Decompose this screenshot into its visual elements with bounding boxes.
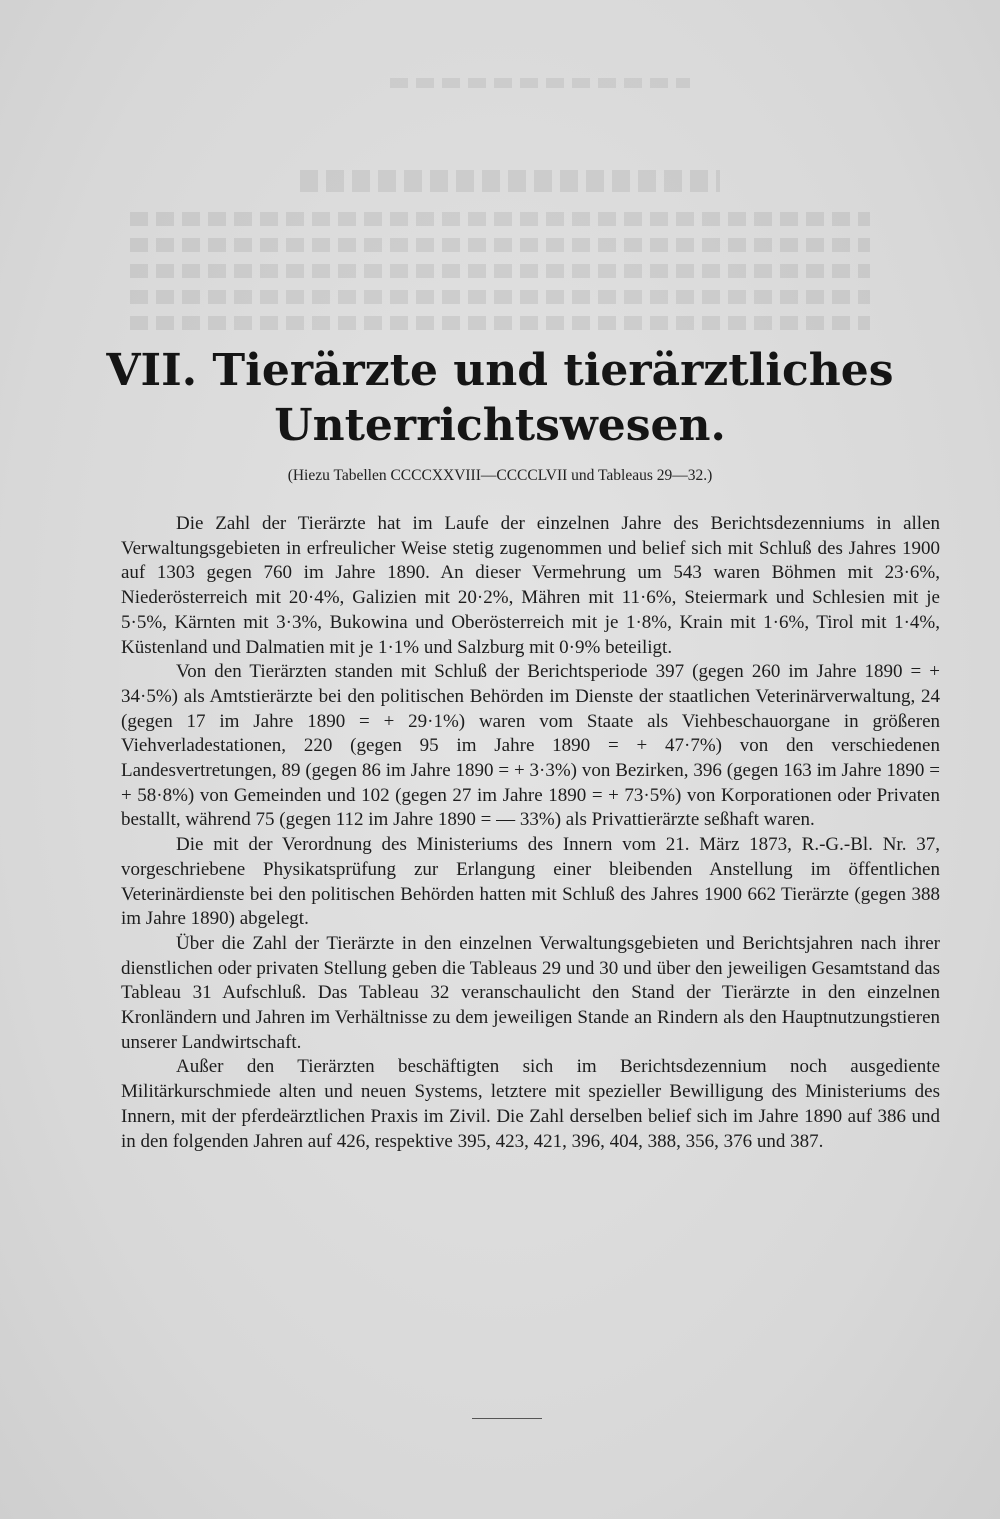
body-text — [121, 512, 940, 1154]
table-reference-note: (Hiezu Tabellen CCCCXXVIII—CCCCLVII und Tableaus 29—32.) — [287, 467, 713, 484]
section-end-rule — [472, 1418, 542, 1419]
paragraph: Von den Tierärzten standen mit Schluß der Berichtsperiode 397 (gegen 260 im Jahre 1890 = + 34·5%) als Amtstierärzte bei den politischen Behörden im Dienste der staatlichen Veterinärverwaltung, 24 (gegen 17 im Jahre 1890 = + 29·1%) waren vom Staate als Viehbeschauorgane in größeren Viehverladestationen, 220 (gegen 95 im Jahre 1890 = + 47·7%) von den verschiedenen Landesvertretungen, 89 (gegen 86 im Jahre 1890 = + 3·3%) von Bezirken, 396 (gegen 163 im Jahre 1890 = + 58·8%) von Gemeinden und 102 (gegen 27 im Jahre 1890 = + 73·5%) von Korporationen oder Privaten bestallt, während 75 (gegen 112 im Jahre 1890 = — 33%) als Privattierärzte seßhaft waren. — [121, 661, 940, 831]
bleed-through-texture — [0, 0, 1000, 360]
chapter-title-line-1: VII. Tierärzte und tierärztliches — [106, 345, 894, 396]
paragraph: Die Zahl der Tierärzte hat im Laufe der einzelnen Jahre des Berichtsdezenniums in allen Verwaltungsgebieten in erfreulicher Weise stetig zugenommen und belief sich mit Schluß des Jahres 1900 auf 1303 gegen 760 im Jahre 1890. An dieser Vermehrung um 543 waren Böhmen mit 23·6%, Niederösterreich mit 20·4%, Galizien mit 20·2%, Mähren mit 11·6%, Steiermark und Schlesien mit je 5·5%, Kärnten mit 3·3%, Bukowina und Oberösterreich mit je 1·8%, Krain mit 1·6%, Tirol mit 1·4%, Küstenland und Dalmatien mit je 1·1% und Salzburg mit 0·9% beteiligt. — [121, 513, 940, 658]
paragraph: Die mit der Verordnung des Ministeriums des Innern vom 21. März 1873, R.-G.-Bl. Nr. 37, vorgeschriebene Physikatsprüfung zur Erlangung einer bleibenden Anstellung im öffentlichen Veterinärdienste bei den politischen Behörden hatten mit Schluß des Jahres 1900 662 Tierärzte (gegen 388 im Jahre 1890) abgelegt. — [121, 834, 940, 930]
paragraph: Über die Zahl der Tierärzte in den einzelnen Verwaltungsgebieten und Berichtsjahren nach ihrer dienstlichen oder privaten Stellung geben die Tableaus 29 und 30 und über den jeweiligen Gesamtstand das Tableau 31 Aufschluß. Das Tableau 32 veranschaulicht den Stand der Tierärzte in den einzelnen Kronländern und Jahren im Verhältnisse zu dem jeweiligen Stande an Rindern als den Hauptnutzungstieren unserer Landwirtschaft. — [121, 932, 940, 1053]
paragraph: Außer den Tierärzten beschäftigten sich im Berichtsdezennium noch ausgediente Militärkurschmiede alten und neuen Systems, letztere mit spezieller Bewilligung des Ministeriums des Innern, mit der pferdeärztlichen Praxis im Zivil. Die Zahl derselben belief sich im Jahre 1890 auf 386 und in den folgenden Jahren auf 426, respektive 395, 423, 421, 396, 404, 388, 356, 376 und 387. — [121, 1056, 940, 1152]
chapter-title-line-2: Unterrichtswesen. — [274, 400, 726, 451]
